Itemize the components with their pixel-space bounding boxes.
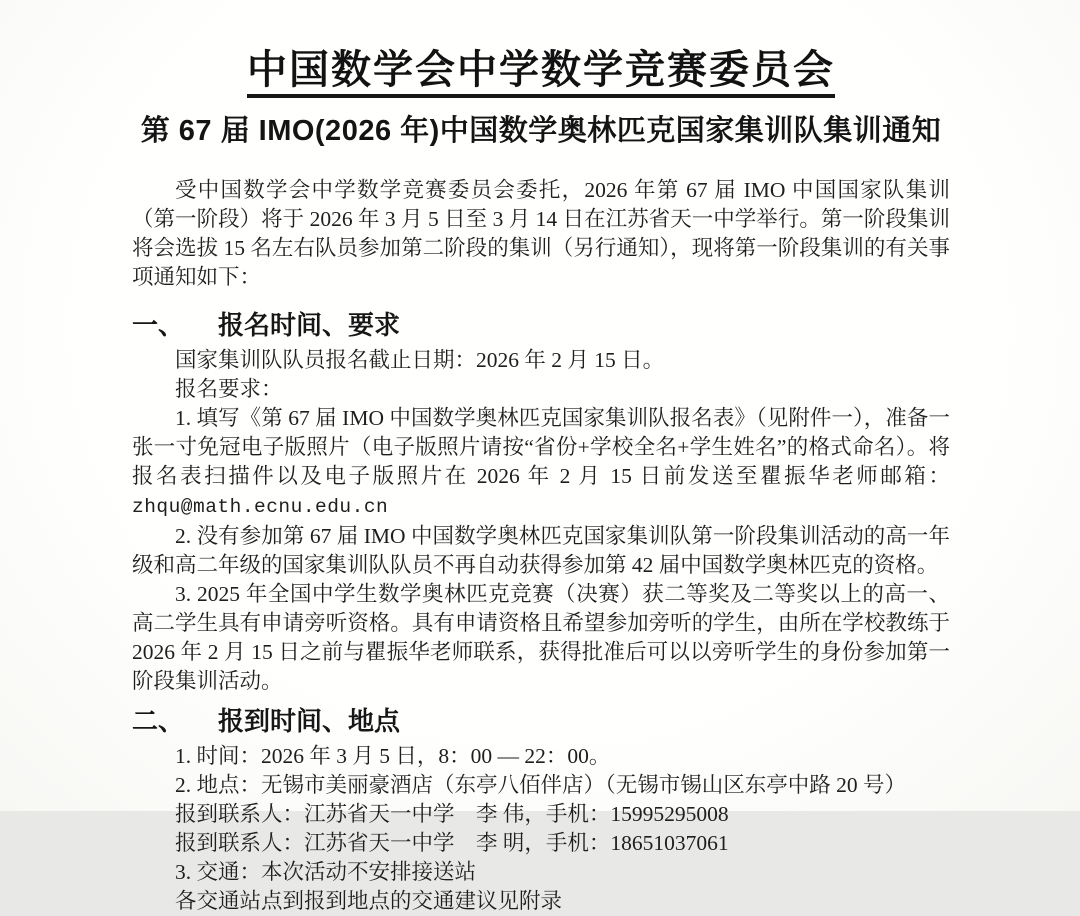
intro-paragraph: 受中国数学会中学数学竞赛委员会委托，2026 年第 67 届 IMO 中国国家队集训（第一阶段）将于 2026 年 3 月 5 日至 3 月 14 日在江苏省天一中学举行。第一阶段集训将会选拔 15 名左右队员参加第二阶段的集训（另行通知），现将第一阶段集训的有关事项通知如下： xyxy=(132,178,950,289)
section-2-title: 报到时间、地点 xyxy=(218,706,401,736)
checkin-location-line: 2. 地点：无锡市美丽豪酒店（东亭八佰伴店）（无锡市锡山区东亭中路 20 号） xyxy=(175,773,907,797)
requirement-item-1-text: 1. 填写《第 67 届 IMO 中国数学奥林匹克国家集训队报名表》（见附件一），准备一张一寸免冠电子版照片（电子版照片请按“省份+学校全名+学生姓名”的格式命名）。将报名表扫描件以及电子版照片在 2026 年 2 月 15 日前发送至瞿振华老师邮箱： xyxy=(132,406,950,488)
section-1-heading xyxy=(132,309,950,341)
document-title xyxy=(132,48,950,98)
checkin-contact-line-2: 报到联系人：江苏省天一中学 李 明，手机：18651037061 xyxy=(175,831,729,855)
document-title-text: 中国数学会中学数学竞赛委员会 xyxy=(247,48,835,98)
section-2-number: 二、 xyxy=(132,706,185,736)
document-subtitle: 第 67 届 IMO(2026 年)中国数学奥林匹克国家集训队集训通知 xyxy=(140,115,942,147)
contact-email: zhqu@math.ecnu.edu.cn xyxy=(132,496,389,518)
checkin-contact-line-1: 报到联系人：江苏省天一中学 李 伟，手机：15995295008 xyxy=(175,802,729,826)
section-1-title: 报名时间、要求 xyxy=(218,310,401,340)
requirement-item-3: 3. 2025 年全国中学生数学奥林匹克竞赛（决赛）获二等奖及二等奖以上的高一、高二学生具有申请旁听资格。具有申请资格且希望参加旁听的学生，由所在学校教练于 2026 年 2 月 15 日之前与瞿振华老师联系，获得批准后可以以旁听学生的身份参加第一阶段集训活动。 xyxy=(132,582,950,693)
section-registration xyxy=(132,309,950,696)
section-1-number: 一、 xyxy=(132,310,185,340)
transport-line: 3. 交通：本次活动不安排接送站 xyxy=(175,860,477,884)
section-checkin xyxy=(132,705,950,916)
checkin-time-line: 1. 时间：2026 年 3 月 5 日，8：00 — 22：00。 xyxy=(175,744,611,768)
deadline-line: 国家集训队队员报名截止日期：2026 年 2 月 15 日。 xyxy=(175,348,665,372)
requirement-item-1 xyxy=(132,404,950,522)
requirement-item-2: 2. 没有参加第 67 届 IMO 中国数学奥林匹克国家集训队第一阶段集训活动的高一年级和高二年级的国家集训队队员不再自动获得参加第 42 届中国数学奥林匹克的资格。 xyxy=(132,524,950,577)
transport-note-line: 各交通站点到报到地点的交通建议见附录 xyxy=(175,889,563,913)
section-2-heading xyxy=(132,705,950,737)
requirements-label: 报名要求： xyxy=(175,377,283,401)
